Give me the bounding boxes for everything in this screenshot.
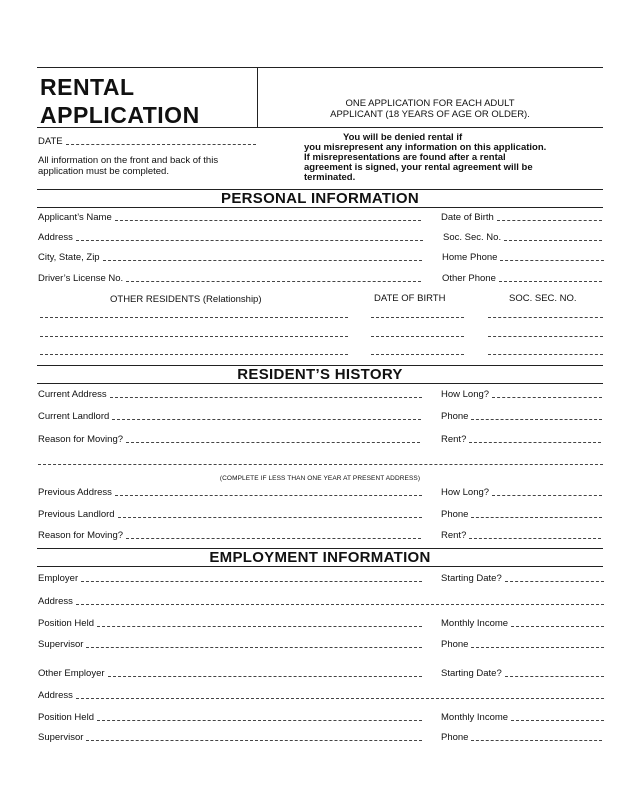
dob-label: Date of Birth xyxy=(441,212,494,223)
other-supervisor-phone-line[interactable] xyxy=(471,740,602,741)
other-monthly-income-line[interactable] xyxy=(511,720,604,721)
history-rule-bottom xyxy=(37,383,603,384)
employer-line[interactable] xyxy=(81,581,422,582)
drivers-license-field[interactable] xyxy=(38,272,421,284)
personal-rule-bottom xyxy=(37,207,603,208)
prev-rent-line[interactable] xyxy=(469,538,601,539)
resident-1-dob-line[interactable] xyxy=(371,317,464,318)
current-address-field[interactable] xyxy=(38,388,422,400)
ssn-line[interactable] xyxy=(504,240,602,241)
current-landlord-label: Current Landlord xyxy=(38,411,110,422)
address-label: Address xyxy=(38,232,73,243)
previous-landlord-line[interactable] xyxy=(118,517,422,518)
position-held-line[interactable] xyxy=(97,626,422,627)
how-long-label: How Long? xyxy=(441,389,490,400)
other-employer-label: Other Employer xyxy=(38,668,105,679)
other-employer-field[interactable] xyxy=(38,667,422,679)
prev-landlord-phone-line[interactable] xyxy=(471,517,602,518)
other-employer-address-line[interactable] xyxy=(76,698,604,699)
resident-2-dob-line[interactable] xyxy=(371,336,464,337)
date-line[interactable] xyxy=(66,144,256,145)
starting-date-line[interactable] xyxy=(505,581,604,582)
other-position-held-field[interactable] xyxy=(38,711,422,723)
warning-line-2: you misrepresent any information on this application. xyxy=(304,142,547,153)
prev-landlord-phone-label: Phone xyxy=(441,509,469,520)
dob-line[interactable] xyxy=(497,220,602,221)
date-label: DATE xyxy=(38,136,63,147)
rent-line[interactable] xyxy=(469,442,601,443)
history-heading: RESIDENT’S HISTORY xyxy=(237,366,403,383)
resident-3-ssn-line[interactable] xyxy=(488,354,603,355)
employer-address-field[interactable] xyxy=(38,595,604,607)
other-phone-line[interactable] xyxy=(499,281,602,282)
supervisor-phone-field[interactable] xyxy=(441,638,604,650)
previous-address-line[interactable] xyxy=(115,495,422,496)
other-employer-address-field[interactable] xyxy=(38,689,604,701)
previous-address-field[interactable] xyxy=(38,486,422,498)
landlord-phone-line[interactable] xyxy=(471,419,602,420)
other-starting-date-field[interactable] xyxy=(441,667,604,679)
how-long-line[interactable] xyxy=(492,397,602,398)
other-supervisor-label: Supervisor xyxy=(38,732,84,743)
top-rule xyxy=(37,67,603,68)
current-landlord-line[interactable] xyxy=(112,419,421,420)
other-employer-address-label: Address xyxy=(38,690,73,701)
other-starting-date-label: Starting Date? xyxy=(441,668,502,679)
date-field[interactable] xyxy=(38,135,256,147)
how-long-field[interactable] xyxy=(441,388,602,400)
supervisor-phone-line[interactable] xyxy=(471,647,604,648)
employer-field[interactable] xyxy=(38,572,422,584)
one-app-line-1: ONE APPLICATION FOR EACH ADULT xyxy=(345,98,515,109)
resident-2-line[interactable] xyxy=(40,336,348,337)
drivers-license-line[interactable] xyxy=(126,281,421,282)
rent-label: Rent? xyxy=(441,434,467,445)
title-line-1: RENTAL xyxy=(40,74,135,100)
resident-3-dob-line[interactable] xyxy=(371,354,464,355)
drivers-license-label: Driver’s License No. xyxy=(38,273,124,284)
previous-landlord-label: Previous Landlord xyxy=(38,509,115,520)
complete-note: (COMPLETE IF LESS THAN ONE YEAR AT PRESENT ADDRESS) xyxy=(219,475,421,482)
supervisor-phone-label: Phone xyxy=(441,639,469,650)
prev-reason-moving-label: Reason for Moving? xyxy=(38,530,124,541)
other-employer-line[interactable] xyxy=(108,676,422,677)
landlord-phone-field[interactable] xyxy=(441,410,602,422)
other-monthly-income-field[interactable] xyxy=(441,711,604,723)
landlord-phone-label: Phone xyxy=(441,411,469,422)
supervisor-line[interactable] xyxy=(86,647,422,648)
warning-line-4: agreement is signed, your rental agreement will be xyxy=(304,162,533,173)
warning-line-1: You will be denied rental if xyxy=(343,132,463,143)
reason-moving-line[interactable] xyxy=(126,442,420,443)
prev-rent-label: Rent? xyxy=(441,530,467,541)
other-supervisor-field[interactable] xyxy=(38,731,422,743)
resident-3-line[interactable] xyxy=(40,354,348,355)
other-position-held-label: Position Held xyxy=(38,712,94,723)
position-held-field[interactable] xyxy=(38,617,422,629)
warning-line-5: terminated. xyxy=(304,172,356,183)
supervisor-label: Supervisor xyxy=(38,639,84,650)
ssn-column-header: SOC. SEC. NO. xyxy=(509,293,577,304)
city-state-zip-label: City, State, Zip xyxy=(38,252,100,263)
other-phone-label: Other Phone xyxy=(442,273,496,284)
one-app-line-2: APPLICANT (18 YEARS OF AGE OR OLDER). xyxy=(330,109,530,120)
ssn-field[interactable] xyxy=(443,231,602,243)
prev-how-long-line[interactable] xyxy=(492,495,602,496)
supervisor-field[interactable] xyxy=(38,638,422,650)
previous-address-label: Previous Address xyxy=(38,487,112,498)
employment-heading: EMPLOYMENT INFORMATION xyxy=(209,549,431,566)
employment-rule-bottom xyxy=(37,566,603,567)
starting-date-field[interactable] xyxy=(441,572,604,584)
resident-2-ssn-line[interactable] xyxy=(488,336,603,337)
prev-reason-moving-field[interactable] xyxy=(38,529,421,541)
monthly-income-line[interactable] xyxy=(511,626,604,627)
home-phone-field[interactable] xyxy=(442,251,604,263)
personal-heading: PERSONAL INFORMATION xyxy=(221,190,419,207)
previous-landlord-field[interactable] xyxy=(38,508,422,520)
other-monthly-income-label: Monthly Income xyxy=(441,712,509,723)
city-state-zip-line[interactable] xyxy=(103,260,422,261)
reason-moving-field[interactable] xyxy=(38,433,420,445)
prev-how-long-field[interactable] xyxy=(441,486,602,498)
other-supervisor-line[interactable] xyxy=(86,740,422,741)
employer-address-label: Address xyxy=(38,596,73,607)
prev-how-long-label: How Long? xyxy=(441,487,490,498)
applicant-name-field[interactable] xyxy=(38,211,421,223)
applicant-name-line[interactable] xyxy=(115,220,421,221)
resident-1-line[interactable] xyxy=(40,317,348,318)
address-field[interactable] xyxy=(38,231,423,243)
prev-rent-field[interactable] xyxy=(441,529,601,541)
current-address-label: Current Address xyxy=(38,389,107,400)
employer-address-line[interactable] xyxy=(76,604,604,605)
monthly-income-field[interactable] xyxy=(441,617,604,629)
address-line[interactable] xyxy=(76,240,423,241)
dob-column-header: DATE OF BIRTH xyxy=(374,293,446,304)
other-starting-date-line[interactable] xyxy=(505,676,604,677)
reason-continuation-line[interactable] xyxy=(38,464,603,465)
ssn-label: Soc. Sec. No. xyxy=(443,232,502,243)
warning-line-3: If misrepresentations are found after a rental xyxy=(304,152,506,163)
resident-1-ssn-line[interactable] xyxy=(488,317,603,318)
other-position-held-line[interactable] xyxy=(97,720,422,721)
monthly-income-label: Monthly Income xyxy=(441,618,509,629)
all-info-line-1: All information on the front and back of this xyxy=(38,155,219,166)
employer-label: Employer xyxy=(38,573,79,584)
current-address-line[interactable] xyxy=(110,397,422,398)
other-residents-header: OTHER RESIDENTS (Relationship) xyxy=(110,294,262,305)
title-line-2: APPLICATION xyxy=(40,102,200,128)
current-landlord-field[interactable] xyxy=(38,410,421,422)
other-phone-field[interactable] xyxy=(442,272,602,284)
applicant-name-label: Applicant’s Name xyxy=(38,212,112,223)
dob-field[interactable] xyxy=(441,211,602,223)
header-divider xyxy=(257,67,258,127)
rent-field[interactable] xyxy=(441,433,601,445)
city-state-zip-field[interactable] xyxy=(38,251,422,263)
other-supervisor-phone-field[interactable] xyxy=(441,731,602,743)
reason-moving-label: Reason for Moving? xyxy=(38,434,124,445)
all-info-line-2: application must be completed. xyxy=(38,166,169,177)
home-phone-label: Home Phone xyxy=(442,252,498,263)
home-phone-line[interactable] xyxy=(500,260,604,261)
prev-landlord-phone-field[interactable] xyxy=(441,508,602,520)
prev-reason-moving-line[interactable] xyxy=(126,538,421,539)
other-supervisor-phone-label: Phone xyxy=(441,732,469,743)
starting-date-label: Starting Date? xyxy=(441,573,502,584)
position-held-label: Position Held xyxy=(38,618,94,629)
